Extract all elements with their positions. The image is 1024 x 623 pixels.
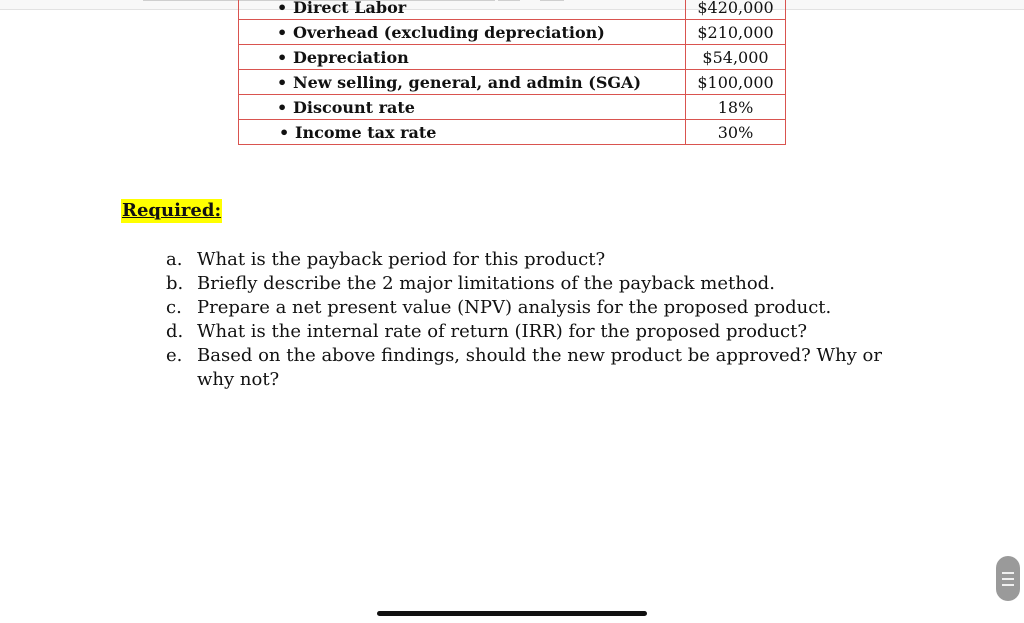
row-value: 18% <box>686 95 786 120</box>
table-row <box>239 70 786 95</box>
question-text: Prepare a net present value (NPV) analysis for the proposed product. <box>197 297 832 318</box>
table-row <box>239 95 786 120</box>
list-item <box>166 320 886 344</box>
row-value: $420,000 <box>686 0 786 20</box>
row-label: Income tax rate <box>295 122 437 142</box>
table-row <box>239 45 786 70</box>
row-value: $54,000 <box>686 45 786 70</box>
row-label: Direct Labor <box>293 0 407 17</box>
question-text: Based on the above findings, should the new product be approved? Why or why not? <box>197 345 882 390</box>
table-row <box>239 0 786 20</box>
list-marker: a. <box>166 249 183 270</box>
handle-line <box>1002 572 1014 574</box>
table-row <box>239 20 786 45</box>
list-item <box>166 296 886 320</box>
question-list <box>166 248 886 392</box>
bullet-icon: • <box>277 47 288 67</box>
row-label: New selling, general, and admin (SGA) <box>293 72 642 92</box>
list-marker: c. <box>166 297 182 318</box>
list-item <box>166 248 886 272</box>
row-label: Overhead (excluding depreciation) <box>293 22 605 42</box>
bullet-icon: • <box>277 22 288 42</box>
question-text: Briefly describe the 2 major limitations of the payback method. <box>197 273 775 294</box>
row-value: $210,000 <box>686 20 786 45</box>
handle-line <box>1002 578 1014 580</box>
bullet-icon: • <box>277 97 288 117</box>
row-value: 30% <box>686 120 786 145</box>
bullet-icon: • <box>277 0 288 17</box>
bullet-icon: • <box>277 72 288 92</box>
sidebar-handle-icon[interactable] <box>996 556 1020 601</box>
table-row <box>239 120 786 145</box>
row-value: $100,000 <box>686 70 786 95</box>
list-marker: d. <box>166 321 184 342</box>
bullet-icon: • <box>279 122 290 142</box>
list-marker: b. <box>166 273 184 294</box>
cost-table <box>238 0 786 145</box>
row-label: Depreciation <box>293 47 409 67</box>
question-text: What is the payback period for this product? <box>197 249 606 270</box>
home-indicator[interactable] <box>377 611 647 616</box>
required-heading: Required: <box>122 200 222 221</box>
handle-line <box>1002 584 1014 586</box>
list-marker: e. <box>166 345 183 366</box>
list-item <box>166 272 886 296</box>
question-text: What is the internal rate of return (IRR) for the proposed product? <box>197 321 808 342</box>
row-label: Discount rate <box>293 97 415 117</box>
list-item <box>166 344 886 392</box>
